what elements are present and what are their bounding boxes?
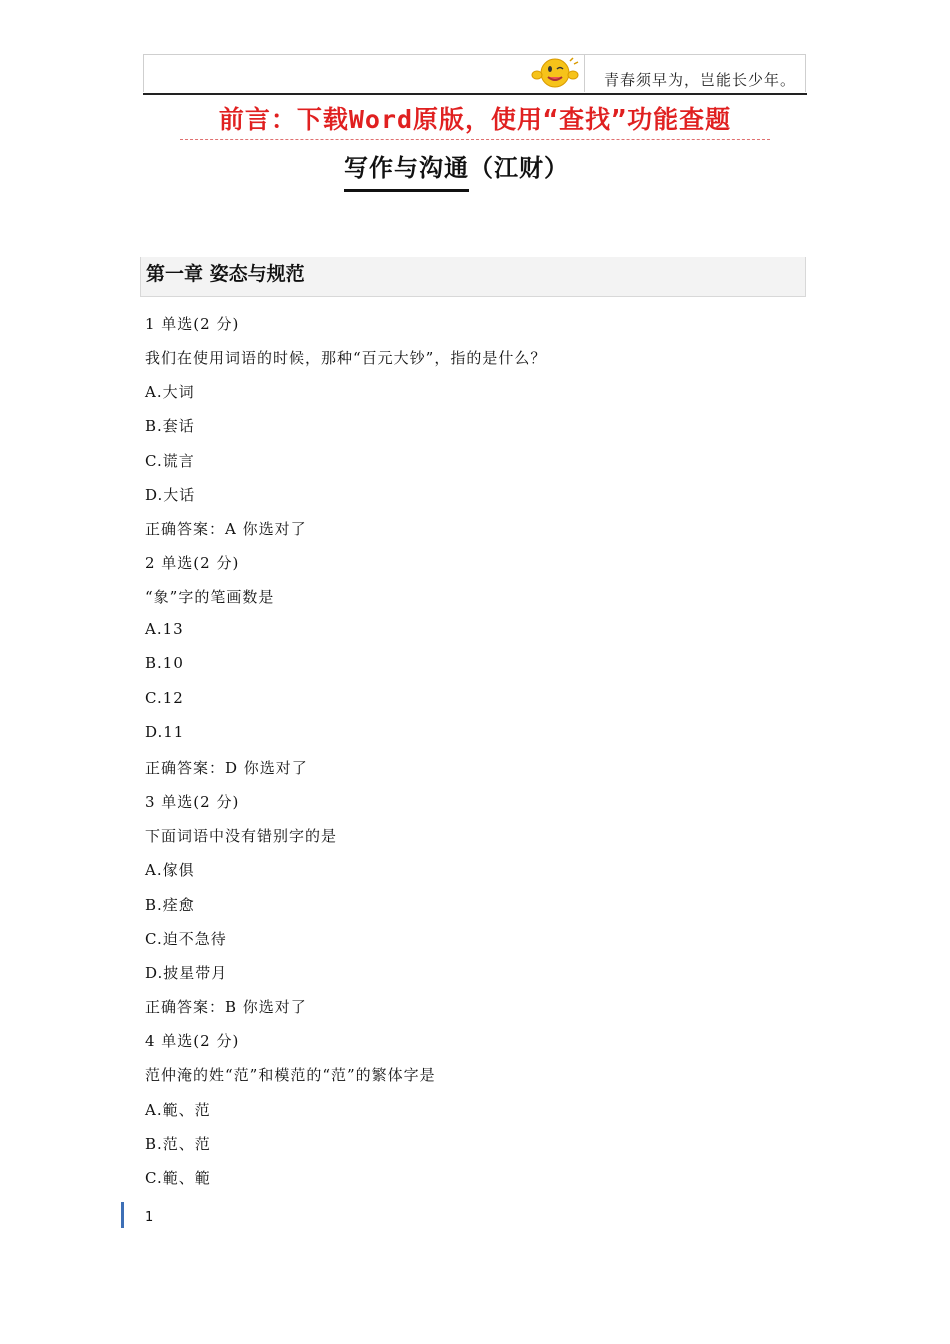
question-header: 1 单选(2 分) — [145, 315, 240, 333]
download-banner: 前言：下载Word原版，使用“查找”功能查题 — [218, 105, 732, 134]
option: B.套话 — [145, 417, 195, 435]
page-number: 1 — [145, 1210, 154, 1225]
page-number-bar — [121, 1202, 124, 1228]
option: A.大词 — [145, 383, 195, 401]
option: A.範、范 — [145, 1101, 211, 1119]
banner-underline — [180, 139, 770, 140]
option: B.痊愈 — [145, 896, 195, 914]
option: D.大话 — [145, 486, 196, 504]
document-title-suffix: （江财） — [469, 153, 569, 182]
answer-line: 正确答案：D 你选对了 — [145, 759, 308, 777]
question-text: “象”字的笔画数是 — [145, 588, 275, 606]
option: B.范、范 — [145, 1135, 211, 1153]
option: C.谎言 — [145, 452, 195, 470]
question-text: 我们在使用词语的时候，那种“百元大钞”，指的是什么？ — [145, 349, 547, 367]
option: B.10 — [145, 654, 184, 672]
option: C.迫不急待 — [145, 930, 227, 948]
document-title-main: 写作与沟通 — [344, 148, 469, 192]
option: D.11 — [145, 723, 185, 741]
document-title — [344, 148, 569, 192]
answer-line: 正确答案：A 你选对了 — [145, 520, 307, 538]
question-header: 4 单选(2 分) — [145, 1032, 240, 1050]
header-rule — [143, 93, 807, 95]
option: C.範、範 — [145, 1169, 211, 1187]
option: D.披星带月 — [145, 964, 228, 982]
header-motto: 青春须早为，岂能长少年。 — [604, 71, 797, 89]
option: A.傢俱 — [145, 861, 195, 879]
winking-emoji-icon — [530, 55, 580, 89]
header-divider — [584, 54, 585, 92]
question-text: 范仲淹的姓“范”和模范的“范”的繁体字是 — [145, 1066, 436, 1084]
question-header: 2 单选(2 分) — [145, 554, 240, 572]
option: A.13 — [145, 620, 184, 638]
question-header: 3 单选(2 分) — [145, 793, 240, 811]
question-text: 下面词语中没有错别字的是 — [145, 827, 338, 845]
answer-line: 正确答案：B 你选对了 — [145, 998, 307, 1016]
option: C.12 — [145, 689, 184, 707]
chapter-heading: 第一章 姿态与规范 — [146, 263, 305, 285]
